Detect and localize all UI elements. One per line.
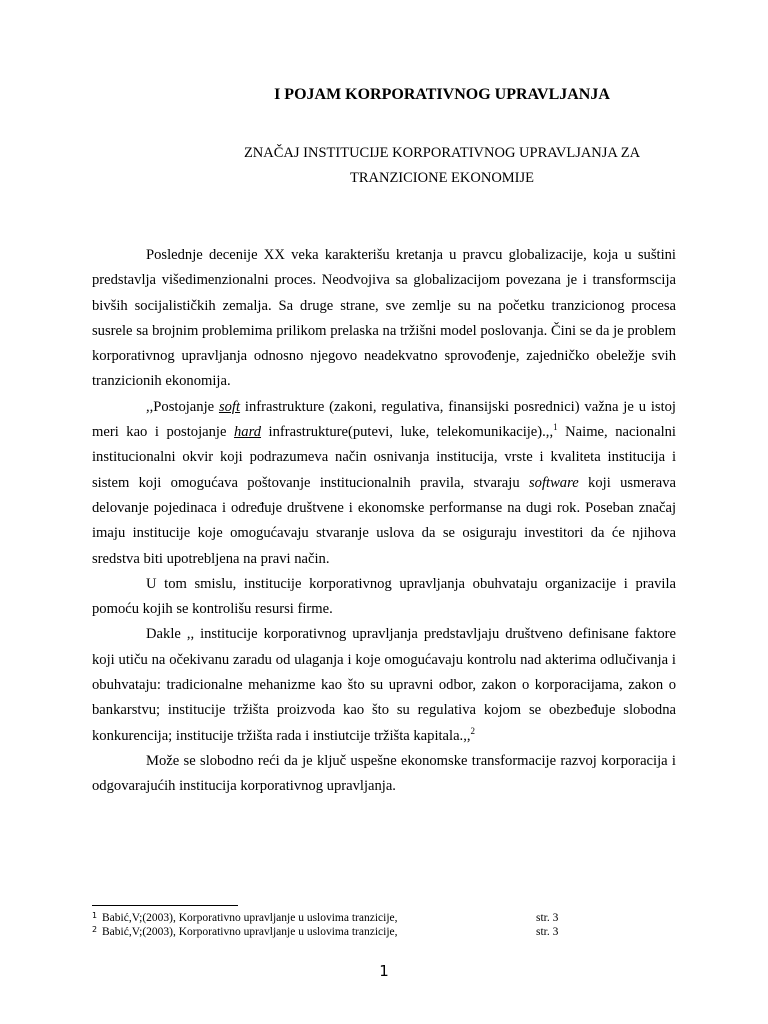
footnote-1-number: 1 xyxy=(92,911,98,920)
footnote-separator xyxy=(92,905,238,906)
soft-term: soft xyxy=(218,398,241,415)
footnote-1-page: str. 3 xyxy=(536,912,559,924)
body-text xyxy=(92,243,676,800)
footnote-1-source: Babić,V;(2003), Korporativno upravljanje u uslovima tranzicije, xyxy=(102,912,398,924)
page-title: I POJAM KORPORATIVNOG UPRAVLJANJA xyxy=(274,86,610,103)
subtitle-line-1: ZNAČAJ INSTITUCIJE KORPORATIVNOG UPRAVLJANJA ZA xyxy=(243,145,641,161)
paragraph-2-text-c: infrastrukture(putevi, luke, telekomunikacije).,, xyxy=(261,424,554,441)
paragraph-2-text-a: ,,Postojanje xyxy=(146,398,219,415)
page-number: 1 xyxy=(379,962,389,980)
footnote-2 xyxy=(92,923,612,939)
footnote-2-source: Babić,V;(2003), Korporativno upravljanje u uslovima tranzicije, xyxy=(102,926,398,938)
footnote-ref-2: 2 xyxy=(470,725,476,736)
paragraph-2-text-b: infrastrukture (zakoni, regulativa, finansijski posrednici) važna je u istoj meri kao i postojanje xyxy=(92,398,676,441)
paragraph-2-text-e: koji usmerava delovanje pojedinaca i određuje društvene i ekonomske performanse na dugi rok. Poseban značaj imaju institucije koje omogućavaju stvaranje uslova da se osiguraju investitori da će njihova sredstva biti upotrebljena na pravi način. xyxy=(92,474,676,567)
paragraph-2-text-d: Naime, nacionalni institucionalni okvir koji podrazumeva način osnivanja institucija, vrste i kvaliteta institucija i sistem koji omogućava poštovanje institucionalnih pravila, stvaraju xyxy=(92,424,676,491)
software-term: software xyxy=(528,474,579,491)
paragraph-3: U tom smislu, institucije korporativnog upravljanja obuhvataju organizacije i pravila pomoću kojih se kontrolišu resursi firme. xyxy=(92,575,676,618)
footnote-2-page: str. 3 xyxy=(536,926,559,938)
footnote-2-number: 2 xyxy=(92,925,98,934)
footnote-ref-1: 1 xyxy=(553,422,558,433)
paragraph-5: Može se slobodno reći da je ključ uspešne ekonomske transformacije razvoj korporacija i odgovarajućih institucija korporativnog upravljanja. xyxy=(92,752,676,795)
subtitle-line-2: TRANZICIONE EKONOMIJE xyxy=(349,170,535,186)
paragraph-2 xyxy=(92,395,676,572)
paragraph-4 xyxy=(92,622,676,748)
paragraph-4-text: Dakle ,, institucije korporativnog upravljanja predstavljaju društveno definisane faktore koji utiču na očekivanu zaradu od ulaganja i koje omogućavaju kontrolu nad akterima odlučivanja i obuhvataju: tradicionalne mehanizme kao što su upravni odbor, zakon o korporacijama, zakon o bankarstvu; institucije tržišta proizvoda kao što su regulativa kojom se obezbeđuje slobodna konkurencija; institucije tržišta rada i instiutcije tržišta kapitala.,, xyxy=(92,626,676,744)
hard-term: hard xyxy=(233,424,262,441)
paragraph-1: Poslednje decenije XX veka karakterišu kretanja u pravcu globalizacije, koja u suštini predstavlja višedimenzionalni proces. Neodvojiva sa globalizacijom povezana je i transformscija bivših socijalističkih zemalja. Sa druge strane, sve zemlje su na početku tranzicionog procesa susrele sa brojnim problemima prilikom prelaska na tržišni model poslovanja. Čini se da je problem korporativnog upravljanja odnosno njegovo neadekvatno sprovođenje, zajedničko obeležje svih tranzicionih ekonomija. xyxy=(92,247,676,390)
